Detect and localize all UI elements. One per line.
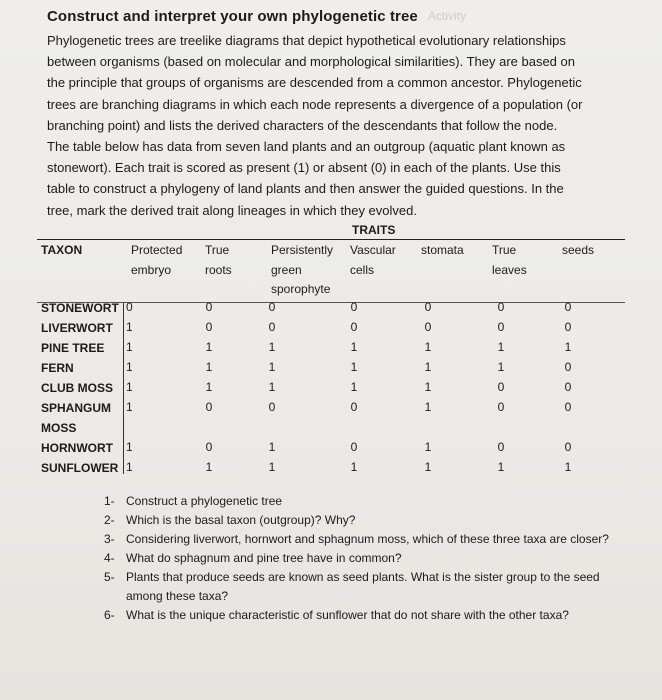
question-text: What do sphagnum and pine tree have in common? [126,551,402,565]
trait-value: 0 [564,300,572,314]
trait-value: 0 [205,320,213,334]
trait-header: stomata [421,243,464,257]
trait-header: Persistently green sporophyte [271,243,334,296]
trait-value: 1 [205,340,213,354]
trait-header: Protected embryo [131,243,183,277]
trait-value: 0 [205,400,213,414]
trait-value: 0 [424,320,432,334]
trait-value: 1 [424,460,432,474]
trait-value: 0 [268,400,276,414]
trait-header: True roots [205,243,232,277]
intro-line: trees are branching diagrams in which each node represents a divergence of a population (or [47,96,583,112]
question-item [104,492,636,511]
intro-line: Phylogenetic trees are treelike diagrams that depict hypothetical evolutionary relationships [47,33,566,48]
question-number: 1- [104,494,115,508]
trait-value: 1 [424,380,432,394]
question-item [104,530,636,549]
taxon-name: FERN [41,361,74,375]
intro-line: the principle that groups of organisms are descended from a common ancestor. Phylogenetic [47,75,582,91]
trait-value: 1 [126,400,133,414]
intro-line: The table below has data from seven land plants and an outgroup (aquatic plant known as [47,139,566,155]
trait-value: 0 [350,400,358,414]
intro-line: table to construct a phylogeny of land plants and then answer the guided questions. In the [47,181,564,197]
intro-paragraph [47,30,637,221]
trait-value: 1 [126,460,133,474]
trait-value: 0 [564,400,572,414]
question-text: Construct a phylogenetic tree [126,494,283,508]
table-top-rule [37,239,625,240]
taxon-name: SPHANGUM MOSS [41,401,112,435]
taxon-name: LIVERWORT [41,321,113,335]
question-text: What is the unique characteristic of sunflower that do not share with the other taxa? [126,608,569,622]
taxon-name: CLUB MOSS [41,381,113,395]
question-number: 3- [104,532,115,546]
taxon-name: PINE TREE [41,341,105,355]
trait-value: 0 [497,320,505,334]
trait-value: 0 [350,320,358,334]
question-number: 6- [104,608,115,622]
trait-value: 1 [126,380,133,394]
question-number: 5- [104,570,115,584]
trait-value: 1 [350,340,358,354]
taxon-name: SUNFLOWER [41,461,119,475]
question-number: 4- [104,551,115,565]
taxon-column-divider [123,302,124,474]
trait-value: 0 [126,300,133,314]
trait-value: 1 [126,440,133,454]
trait-value: 1 [350,460,358,474]
trait-value: 1 [126,340,133,354]
trait-value: 0 [268,320,276,334]
intro-line: stonewort). Each trait is scored as present (1) or absent (0) in each of the plants. Use this [47,160,561,176]
trait-value: 0 [497,400,505,414]
trait-value: 1 [268,360,276,374]
trait-value: 0 [564,360,572,374]
trait-value: 1 [497,460,505,474]
trait-value: 1 [268,380,276,394]
trait-value: 1 [126,360,133,374]
taxon-name: STONEWORT [41,301,119,315]
trait-value: 1 [205,380,213,394]
trait-header: seeds [562,243,595,257]
question-item [104,606,636,625]
trait-value: 1 [424,360,432,374]
trait-value: 0 [497,380,505,394]
trait-value: 0 [350,300,358,314]
question-item [104,568,636,606]
trait-value: 1 [424,340,432,354]
intro-line: branching point) and lists the derived characters of the descendants that follow the node. [47,117,558,133]
trait-value: 0 [268,300,276,314]
question-text: Plants that produce seeds are known as seed plants. What is the sister group to the seed among these taxa? [126,570,600,603]
question-number: 2- [104,513,115,527]
trait-value: 1 [497,360,505,374]
trait-value: 1 [564,340,572,354]
trait-value: 1 [564,460,572,474]
trait-value: 1 [126,320,133,334]
traits-label: TRAITS [352,223,396,237]
trait-value: 0 [350,440,358,454]
question-text: Considering liverwort, hornwort and sphagnum moss, which of these three taxa are closer? [126,532,609,546]
trait-value: 0 [205,440,213,454]
trait-value: 1 [268,440,276,454]
trait-value: 1 [205,360,213,374]
trait-value: 1 [424,400,432,414]
trait-value: 0 [564,380,572,394]
trait-value: 0 [564,440,572,454]
trait-value: 1 [497,340,505,354]
trait-header: Vascular cells [350,243,396,277]
taxon-name: HORNWORT [41,441,113,455]
question-text: Which is the basal taxon (outgroup)? Why? [126,513,356,527]
trait-value: 1 [350,360,358,374]
question-list [104,492,636,625]
trait-value: 0 [497,440,505,454]
trait-value: 1 [268,340,276,354]
trait-value: 0 [564,320,572,334]
trait-value: 1 [350,380,358,394]
trait-value: 0 [424,300,432,314]
trait-value: 0 [205,300,213,314]
trait-header: True leaves [492,243,527,277]
trait-value: 1 [268,460,276,474]
trait-value: 1 [205,460,213,474]
question-item [104,511,636,530]
question-item [104,549,636,568]
trait-value: 1 [424,440,432,454]
intro-line: between organisms (based on molecular and morphological similarities). They are based on [47,54,575,70]
intro-line: tree, mark the derived trait along lineages in which they evolved. [47,202,417,218]
taxon-header: TAXON [41,243,83,257]
page-title: Construct and interpret your own phylogenetic tree [47,8,418,25]
watermark: Activity [428,9,467,23]
trait-value: 0 [497,300,505,314]
